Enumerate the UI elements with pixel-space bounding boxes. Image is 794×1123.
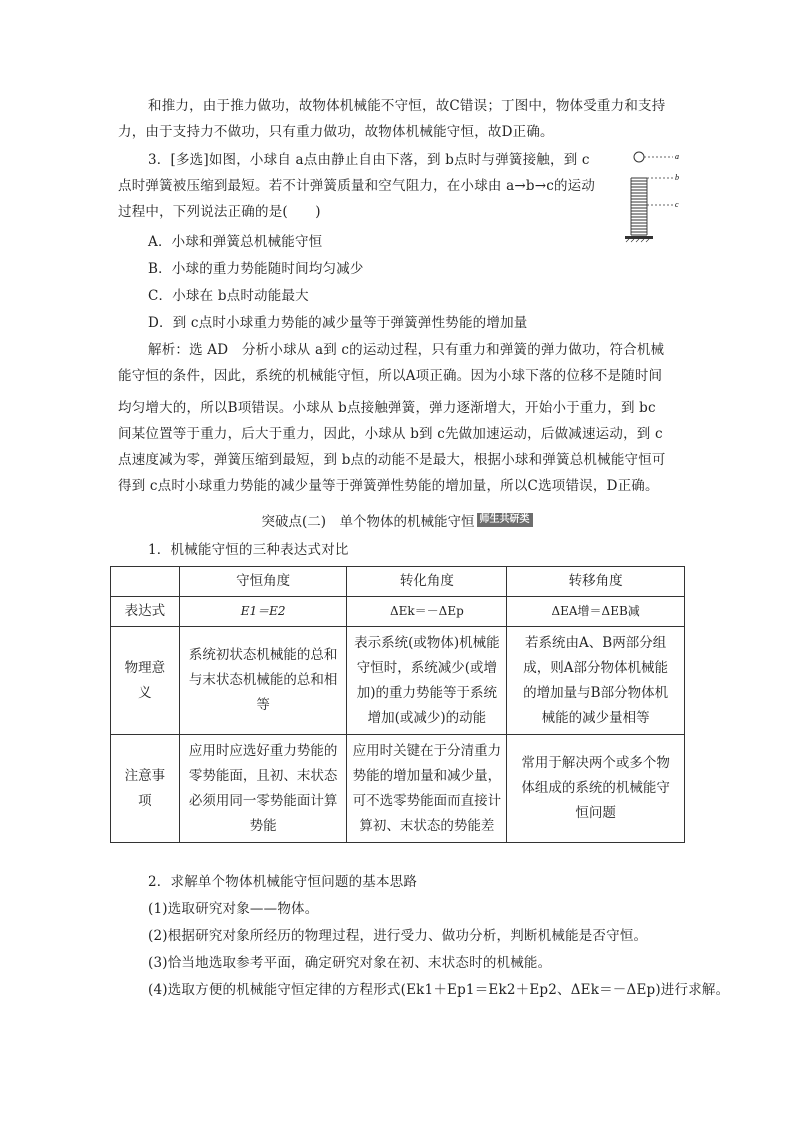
- ball: [634, 152, 644, 162]
- step-line: (4)选取方便的机械能守恒定律的方程形式(Ek1＋Ep1＝Ek2＋Ep2、ΔEk＝－ΔEp)进行求解。: [148, 982, 730, 998]
- answer-line: 间某位置等于重力，后大于重力，因此，小球从 b到 c先做加速运动，后做减速运动，到 c: [118, 426, 663, 442]
- answer-line: 得到 c点时小球重力势能的减少量等于弹簧弹性势能的增加量，所以C选项错误，D正确。: [118, 478, 659, 494]
- table-row: [111, 597, 685, 627]
- section-badge: 师生共研类: [477, 513, 533, 527]
- paragraph-line: 力，由于支持力不做功，只有重力做功，故物体机械能守恒，故D正确。: [118, 124, 554, 140]
- table-cell: 常用于解决两个或多个物体组成的系统的机械能守恒问题: [507, 735, 685, 843]
- table-row: [111, 735, 685, 843]
- row-label: 注意事项: [111, 735, 180, 843]
- paragraph-line: 和推力，由于推力做功，故物体机械能不守恒，故C错误；丁图中，物体受重力和支持: [148, 98, 666, 114]
- label-c: c: [675, 200, 679, 209]
- label-a: a: [675, 152, 679, 161]
- answer-line: 点速度减为零，弹簧压缩到最短，到 b点的动能不是最大，根据小球和弹簧总机械能守恒可: [118, 452, 666, 468]
- comparison-table: [110, 566, 685, 843]
- spring-ball-figure: [625, 145, 685, 250]
- question-3-line: 点时弹簧被压缩到最短。若不计弹簧质量和空气阻力，在小球由 a→b→c的运动: [118, 178, 596, 194]
- question-3-line: 过程中，下列说法正确的是( ): [118, 204, 321, 220]
- label-b: b: [675, 173, 679, 182]
- table-cell: 若系统由A、B两部分组成，则A部分物体机械能的增加量与B部分物体机械能的减少量相等: [507, 627, 685, 735]
- section-title: 突破点(二) 单个物体的机械能守恒: [261, 514, 475, 530]
- table-cell: ΔEk＝－ΔEp: [347, 597, 507, 627]
- answer-line: 均匀增大的，所以B项错误。小球从 b点接触弹簧，弹力逐渐增大，开始小于重力，到 bc: [118, 400, 656, 416]
- step-line: (1)选取研究对象——物体。: [148, 901, 319, 917]
- table-header-cell: 守恒角度: [179, 567, 347, 597]
- table-cell: E1＝E2: [179, 597, 347, 627]
- step-line: (2)根据研究对象所经历的物理过程，进行受力、做功分析，判断机械能是否守恒。: [148, 928, 648, 944]
- table-header-cell: [111, 567, 180, 597]
- option-a: A．小球和弹簧总机械能守恒: [148, 234, 323, 250]
- section-heading: [0, 512, 794, 532]
- table-row: [111, 627, 685, 735]
- table-header-cell: 转化角度: [347, 567, 507, 597]
- option-c: C．小球在 b点时动能最大: [148, 288, 309, 304]
- option-d: D．到 c点时小球重力势能的减少量等于弹簧弹性势能的增加量: [148, 315, 528, 331]
- answer-line: 解析：选 AD 分析小球从 a到 c的运动过程，只有重力和弹簧的弹力做功，符合机械: [148, 342, 665, 358]
- option-b: B．小球的重力势能随时间均匀减少: [148, 261, 364, 277]
- table-header-row: [111, 567, 685, 597]
- row-label: 表达式: [111, 597, 180, 627]
- subheading-1: 1．机械能守恒的三种表达式对比: [148, 542, 349, 558]
- subheading-2: 2．求解单个物体机械能守恒问题的基本思路: [148, 874, 418, 890]
- question-3-line: 3．[多选]如图，小球自 a点由静止自由下落，到 b点时与弹簧接触，到 c: [148, 152, 590, 168]
- row-label: 物理意义: [111, 627, 180, 735]
- table-cell: 应用时关键在于分清重力势能的增加量和减少量，可不选零势能面而直接计算初、末状态的势能差: [347, 735, 507, 843]
- ground: [625, 236, 653, 239]
- table-cell: 应用时应选好重力势能的零势能面，且初、末状态必须用同一零势能面计算势能: [179, 735, 347, 843]
- table-cell: 系统初状态机械能的总和与末状态机械能的总和相等: [179, 627, 347, 735]
- answer-line: 能守恒的条件，因此，系统的机械能守恒，所以A项正确。因为小球下落的位移不是随时间: [118, 368, 663, 384]
- spring: [631, 178, 647, 235]
- table-cell: ΔEA增＝ΔEB减: [507, 597, 685, 627]
- step-line: (3)恰当地选取参考平面，确定研究对象在初、末状态时的机械能。: [148, 955, 552, 971]
- table-cell: 表示系统(或物体)机械能守恒时，系统减少(或增加)的重力势能等于系统增加(或减少)的动能: [347, 627, 507, 735]
- table-header-cell: 转移角度: [507, 567, 685, 597]
